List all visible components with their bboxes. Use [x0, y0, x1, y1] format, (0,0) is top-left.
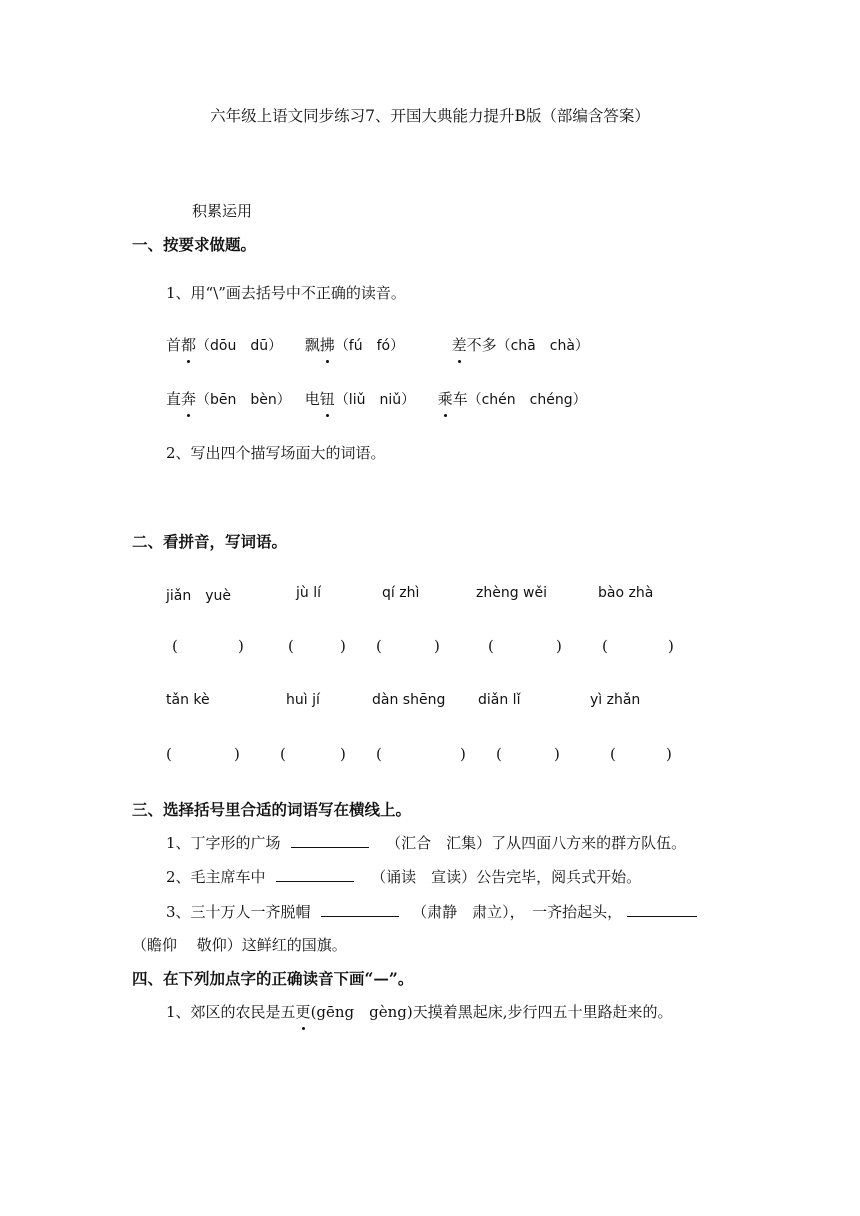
dotted-char: 更: [295, 1003, 311, 1021]
pinyin-word: jiǎn yuè: [166, 588, 232, 604]
choice-item: 直奔（bēn bèn）: [166, 390, 291, 408]
pinyin-word: bào zhà: [598, 585, 654, 601]
subtitle: 积累运用: [192, 202, 253, 220]
pinyin-word: tǎn kè: [166, 692, 210, 708]
choice-item: 首都（dōu dū）: [166, 336, 283, 354]
section3-q3: 3、三十万人一齐脱帽 （肃静 肃立）， 一齐抬起头，: [166, 901, 697, 922]
dotted-char: 都: [181, 336, 197, 354]
choice-item: 电钮（liǔ niǔ）: [304, 390, 416, 408]
dotted-char: 钮: [319, 390, 335, 408]
pinyin-choice-row-2: [166, 388, 587, 409]
answer-row-1: ( ) ( ) ( ) ( ) ( ): [172, 637, 674, 655]
dotted-char: 拂: [319, 336, 335, 354]
section4-q1: 1、郊区的农民是五更(gēng gèng)天摸着黑起床,步行四五十里路赶来的。: [166, 1003, 673, 1021]
section1-q2: 2、写出四个描写场面大的词语。: [166, 444, 386, 462]
answer-row-2: ( ) ( ) ( ) ( ) ( ): [166, 745, 672, 763]
dotted-char: 差: [451, 336, 467, 354]
document-title: 六年级上语文同步练习7、开国大典能力提升B版（部编含答案）: [210, 107, 650, 125]
fill-blank[interactable]: [627, 902, 697, 917]
pinyin-word: diǎn lǐ: [478, 692, 521, 708]
pinyin-word: yì zhǎn: [590, 692, 641, 708]
fill-blank[interactable]: [276, 867, 354, 882]
section3-heading: 三、选择括号里合适的词语写在横线上。: [132, 800, 412, 819]
dotted-char: 奔: [181, 390, 197, 408]
section3-q1: 1、丁字形的广场 （汇合 汇集）了从四面八方来的群方队伍。: [166, 834, 687, 852]
dotted-char: 乘: [437, 390, 453, 408]
section1-heading: 一、按要求做题。: [132, 235, 257, 254]
choice-item: 乘车（chén chéng）: [437, 390, 587, 408]
pinyin-word: jù lí: [296, 585, 321, 601]
section2-heading: 二、看拼音，写词语。: [132, 532, 288, 551]
section4-heading: 四、在下列加点字的正确读音下画“—”。: [132, 969, 414, 988]
section1-q1: 1、用“\”画去括号中不正确的读音。: [166, 284, 406, 302]
pinyin-word: qí zhì: [382, 585, 420, 601]
fill-blank[interactable]: [291, 833, 369, 848]
section3-q3-continued: （瞻仰 敬仰）这鲜红的国旗。: [132, 936, 347, 954]
fill-blank[interactable]: [321, 902, 399, 917]
pinyin-word: huì jí: [286, 692, 320, 708]
pinyin-row-2: [166, 692, 686, 712]
pinyin-choice-row-1: [166, 334, 589, 355]
pinyin-word: dàn shēng: [372, 692, 446, 708]
section3-q2: 2、毛主席车中 （诵读 宣读）公告完毕，阅兵式开始。: [166, 868, 642, 886]
choice-item: 飘拂（fú fó）: [304, 336, 405, 354]
pinyin-word: zhèng wěi: [476, 585, 547, 601]
choice-item: 差不多（chā chà）: [451, 336, 589, 354]
pinyin-row-1: [166, 585, 686, 605]
